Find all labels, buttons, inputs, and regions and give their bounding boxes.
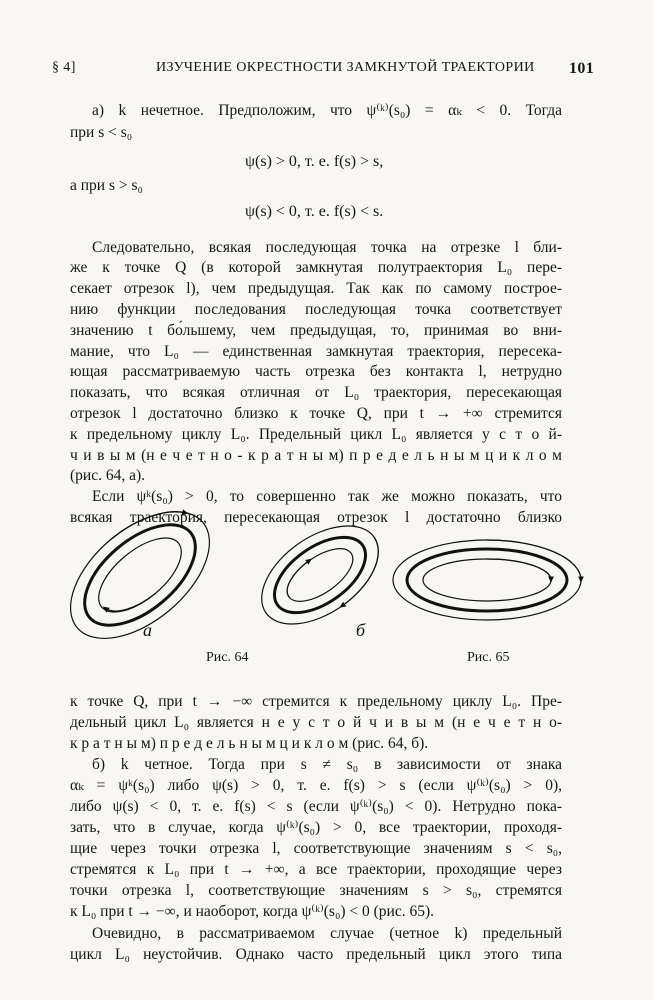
text-line: мание, что L₀ — единственная замкнутая траектория, пересека-: [70, 343, 562, 360]
text-line: б) k четное. Тогда при s ≠ s₀ в зависимости от знака: [92, 756, 562, 773]
text-line: показать, что всякая отличная от L₀ траектория, пересекающая: [70, 384, 562, 401]
text-line: ч и в ы м (н е ч е т н о - к р а т н ы м) п р е д е л ь н ы м ц и к л о м: [70, 447, 562, 464]
text-line: а) k нечетное. Предположим, что ψ⁽ᵏ⁾(s₀) = αₖ < 0. Тогда: [92, 102, 562, 119]
limit-cycle: [407, 549, 567, 611]
text-line: (рис. 64, а).: [70, 467, 146, 484]
figure-65-semistable-cycle: [393, 540, 581, 620]
text-line: всякая траектория, пересекающая отрезок l достаточно близко: [70, 509, 562, 526]
figure-caption-64: Рис. 64: [206, 650, 249, 665]
text-line: а при s > s₀: [70, 177, 143, 194]
arrow-inner: [279, 560, 320, 597]
text-line: дельный цикл L₀ является н е у с т о й ч и в ы м (н е ч е т н о-: [70, 714, 562, 731]
formula: ψ(s) > 0, т. е. f(s) > s,: [245, 153, 384, 170]
figure-label-b: б: [356, 620, 366, 640]
text-line: значению t бо́льшему, чем предыдущая, то, принимая во вни-: [70, 322, 562, 339]
text-line: точки отрезка l, соответствующие значениям s > s₀, стремятся: [70, 882, 562, 899]
text-line: секает отрезок l), чем предыдущая. Так как по самому построе-: [70, 280, 562, 297]
text-line: зать, что в случае, когда ψ⁽ᵏ⁾(s₀) > 0, все траектории, проходя-: [70, 819, 562, 836]
formula: ψ(s) < 0, т. е. f(s) < s.: [245, 203, 384, 220]
outer-trajectory: [48, 505, 233, 663]
text-line: к предельному циклу L₀. Предельный цикл L₀ является у с т о й-: [70, 426, 562, 443]
text-line: Следовательно, всякая последующая точка на отрезке l бли-: [92, 239, 562, 256]
text-line: же к точке Q (в которой замкнутая полутраектория L₀ пере-: [70, 259, 562, 276]
text-line: нию функции последования последующая точка соответствует: [70, 301, 562, 318]
figure-label-a: а: [143, 620, 152, 640]
text-line: к р а т н ы м) п р е д е л ь н ы м ц и к л о м (рис. 64, б).: [70, 735, 429, 752]
text-line: Очевидно, в рассматриваемом случае (четное k) предельный: [92, 925, 562, 942]
page-number: 101: [569, 60, 595, 77]
outer-trajectory: [244, 506, 396, 644]
text-line: цикл L₀ неустойчив. Однако часто предельный цикл этого типа: [70, 946, 562, 963]
inner-trajectory: [86, 524, 193, 625]
figure-64a-stable-cycle: [48, 505, 233, 663]
text-line: ющая рассматриваемую часть отрезка без контакта l, нетрудно: [70, 363, 562, 380]
text-line: либо ψ(s) < 0, т. е. f(s) < s (если ψ⁽ᵏ⁾(s₀) < 0). Нетрудно пока-: [70, 798, 562, 815]
text-line: при s < s₀: [70, 124, 133, 141]
figure-caption-65: Рис. 65: [467, 650, 510, 665]
text-line: αₖ = ψᵏ(s₀) либо ψ(s) > 0, т. е. f(s) > s (если ψ⁽ᵏ⁾(s₀) > 0),: [70, 777, 562, 794]
section-marker: § 4]: [52, 60, 76, 75]
text-line: отрезок l достаточно близко к точке Q, при t → +∞ стремится: [70, 405, 562, 422]
figure-group: [0, 505, 653, 675]
text-line: щие через точки отрезка l, соответствующие значениям s < s₀,: [70, 840, 562, 857]
figure-64b-unstable-cycle: [244, 506, 396, 644]
text-line: к точке Q, при t → −∞ стремится к предельному циклу L₀. Пре-: [70, 693, 562, 710]
arrow-inner: [105, 577, 155, 624]
limit-cycle: [261, 522, 378, 628]
text-line: к L₀ при t → −∞, и наоборот, когда ψ⁽ᵏ⁾(s₀) < 0 (рис. 65).: [70, 903, 435, 920]
text-line: стремятся к L₀ при t → +∞, а все траектории, проходящие через: [70, 861, 562, 878]
text-line: Если ψᵏ(s₀) > 0, то совершенно так же можно показать, что: [92, 488, 562, 505]
running-title: ИЗУЧЕНИЕ ОКРЕСТНОСТИ ЗАМКНУТОЙ ТРАЕКТОРИИ: [156, 60, 535, 75]
arrow-outer: [320, 537, 396, 606]
limit-cycle: [67, 506, 213, 644]
arrow-outer: [110, 505, 185, 561]
arrow-inner: [487, 559, 551, 580]
